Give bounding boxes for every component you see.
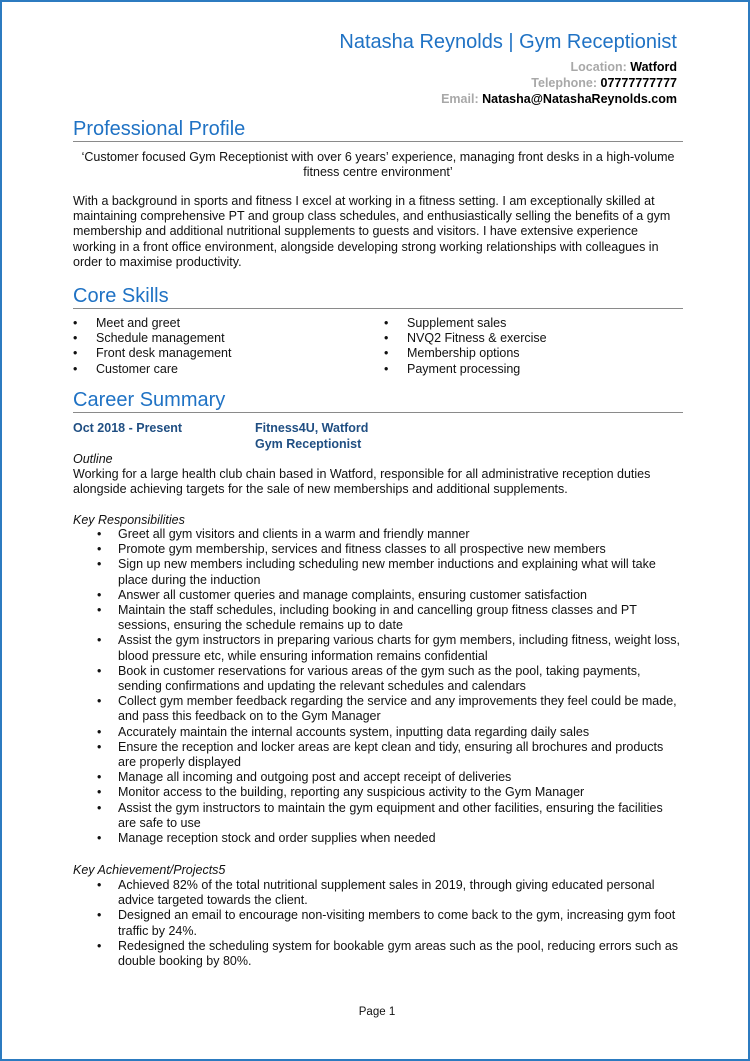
page-number: Page 1 — [358, 1006, 396, 1018]
list-item: • Answer all customer queries and manage complaints, ensuring customer satisfaction — [97, 588, 683, 603]
career-heading: Career Summary — [73, 389, 683, 413]
skills-list-left — [73, 316, 373, 377]
list-item: • Greet all gym visitors and clients in a warm and friendly manner — [97, 527, 683, 542]
list-item: • Sign up new members including scheduling new member inductions and explaining what will take place during the induction — [97, 557, 683, 587]
job-company: Fitness4U, Watford — [255, 421, 369, 435]
skill-item: • Meet and greet — [73, 316, 373, 331]
skill-item: • Supplement sales — [384, 316, 684, 331]
list-item: • Monitor access to the building, reporting any suspicious activity to the Gym Manager — [97, 785, 683, 800]
location-value: Watford — [630, 60, 677, 74]
achievements-list — [97, 878, 683, 969]
name-title: Natasha Reynolds | Gym Receptionist — [339, 31, 677, 53]
email-label: Email: — [441, 92, 479, 106]
outline-text: Working for a large health club chain based in Watford, responsible for all administrative reception duties alongside achieving targets for the sale of new memberships and additional supplements. — [73, 467, 651, 497]
list-item: • Assist the gym instructors in preparing various charts for gym members, including fitness, weight loss, blood pressure etc, while ensuring information remains confidential — [97, 633, 683, 663]
skill-item: • Customer care — [73, 362, 373, 377]
list-item: • Redesigned the scheduling system for bookable gym areas such as the pool, reducing errors such as double booking by 80%. — [97, 939, 683, 969]
skill-item: • Membership options — [384, 346, 684, 361]
profile-summary: With a background in sports and fitness I excel at working in a fitness setting. I am exceptionally skilled at maintaining comprehensive PT and group class schedules, and enthusiastically selling the benefits of a gym membership and additional nutritional supplements to guests and visitors. I have extensive experience working in a front office environment, alongside developing strong working relationships with colleagues in order to maximise productivity. — [73, 194, 671, 269]
skills-heading: Core Skills — [73, 285, 683, 309]
job-date: Oct 2018 - Present — [73, 421, 183, 435]
list-item: • Ensure the reception and locker areas are kept clean and tidy, ensuring all brochures and products are properly displayed — [97, 740, 683, 770]
list-item: • Designed an email to encourage non-visiting members to come back to the gym, increasing gym foot traffic by 24%. — [97, 908, 683, 938]
responsibilities-list — [97, 527, 683, 846]
profile-heading: Professional Profile — [73, 118, 683, 142]
job-employer — [255, 421, 368, 452]
list-item: • Achieved 82% of the total nutritional supplement sales in 2019, through giving educated personal advice targeted towards the client. — [97, 878, 683, 908]
location-label: Location: — [570, 60, 627, 74]
list-item: • Assist the gym instructors to maintain the gym equipment and other facilities, ensuring the facilities are safe to use — [97, 801, 683, 831]
skill-item: • Payment processing — [384, 362, 684, 377]
skill-item: • Schedule management — [73, 331, 373, 346]
skill-item: • NVQ2 Fitness & exercise — [384, 331, 684, 346]
list-item: • Collect gym member feedback regarding the service and any improvements they feel could be made, and pass this feedback on to the Gym Manager — [97, 694, 683, 724]
job-role: Gym Receptionist — [255, 436, 362, 451]
telephone-label: Telephone: — [531, 76, 598, 90]
contact-location — [571, 60, 677, 74]
list-item: • Manage reception stock and order supplies when needed — [97, 831, 683, 846]
outline-label: Outline — [73, 452, 113, 466]
list-item: • Accurately maintain the internal accounts system, inputting data regarding daily sales — [97, 725, 683, 740]
contact-telephone — [531, 76, 677, 90]
profile-quote: ‘Customer focused Gym Receptionist with over 6 years’ experience, managing front desks in a high-volume fitness centre environment’ — [81, 150, 675, 180]
responsibilities-label: Key Responsibilities — [73, 513, 185, 527]
telephone-value: 07777777777 — [600, 76, 677, 90]
skills-list-right — [384, 316, 684, 377]
list-item: • Manage all incoming and outgoing post and accept receipt of deliveries — [97, 770, 683, 785]
list-item: • Promote gym membership, services and fitness classes to all prospective new members — [97, 542, 683, 557]
list-item: • Book in customer reservations for various areas of the gym such as the pool, taking payments, sending confirmations and updating the relevant schedules and calendars — [97, 664, 683, 694]
contact-email — [441, 92, 677, 106]
skill-item: • Front desk management — [73, 346, 373, 361]
email-value[interactable]: Natasha@NatashaReynolds.com — [482, 92, 677, 106]
achievements-label: Key Achievement/Projects5 — [73, 863, 226, 877]
list-item: • Maintain the staff schedules, including booking in and cancelling group fitness classes and PT sessions, ensuring the schedule remains up to date — [97, 603, 683, 633]
